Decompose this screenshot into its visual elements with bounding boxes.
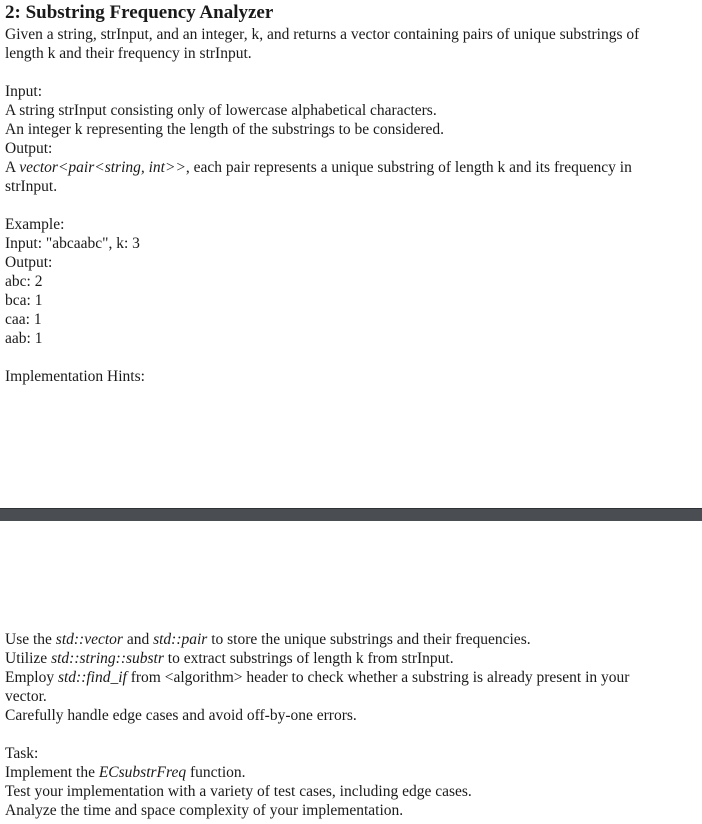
page-top	[0, 0, 702, 386]
hint-4: Carefully handle edge cases and avoid off-by-one errors.	[5, 707, 357, 724]
task-3: Analyze the time and space complexity of your implementation.	[5, 802, 404, 819]
input-line-1: A string strInput consisting only of lowercase alphabetical characters.	[5, 102, 437, 119]
output-line-1: A vector<pair<string, int>>, each pair represents a unique substring of length k and its frequency in	[5, 159, 632, 176]
hint-3: Employ std::find_if from <algorithm> header to check whether a substring is already present in your	[5, 669, 630, 686]
page-title: 2: Substring Frequency Analyzer	[5, 2, 274, 23]
output-line-2: strInput.	[5, 178, 58, 195]
input-heading: Input:	[5, 83, 43, 100]
example-output-line: caa: 1	[5, 311, 42, 328]
hints-heading: Implementation Hints:	[5, 368, 145, 385]
task-1: Implement the ECsubstrFreq function.	[5, 764, 246, 781]
output-heading: Output:	[5, 140, 53, 157]
example-output-line: bca: 1	[5, 292, 43, 309]
example-output-line: abc: 2	[5, 273, 43, 290]
hint-2: Utilize std::string::substr to extract substrings of length k from strInput.	[5, 650, 454, 667]
output-type-code: vector<pair<string, int>>	[19, 159, 186, 176]
example-heading: Example:	[5, 216, 65, 233]
example-output-line: aab: 1	[5, 330, 43, 347]
hint-1: Use the std::vector and std::pair to store the unique substrings and their frequencies.	[5, 631, 531, 648]
page-bottom	[0, 630, 702, 820]
task-heading: Task:	[5, 745, 39, 762]
task-2: Test your implementation with a variety of test cases, including edge cases.	[5, 783, 472, 800]
page-separator	[0, 508, 702, 521]
intro-line-1: Given a string, strInput, and an integer, k, and returns a vector containing pairs of unique substrings of	[5, 26, 640, 43]
example-input: Input: "abcaabc", k: 3	[5, 235, 140, 252]
intro-line-2: length k and their frequency in strInput.	[5, 45, 252, 62]
input-line-2: An integer k representing the length of the substrings to be considered.	[5, 121, 445, 138]
hint-3-cont: vector.	[5, 688, 47, 705]
example-output-heading: Output:	[5, 254, 53, 271]
